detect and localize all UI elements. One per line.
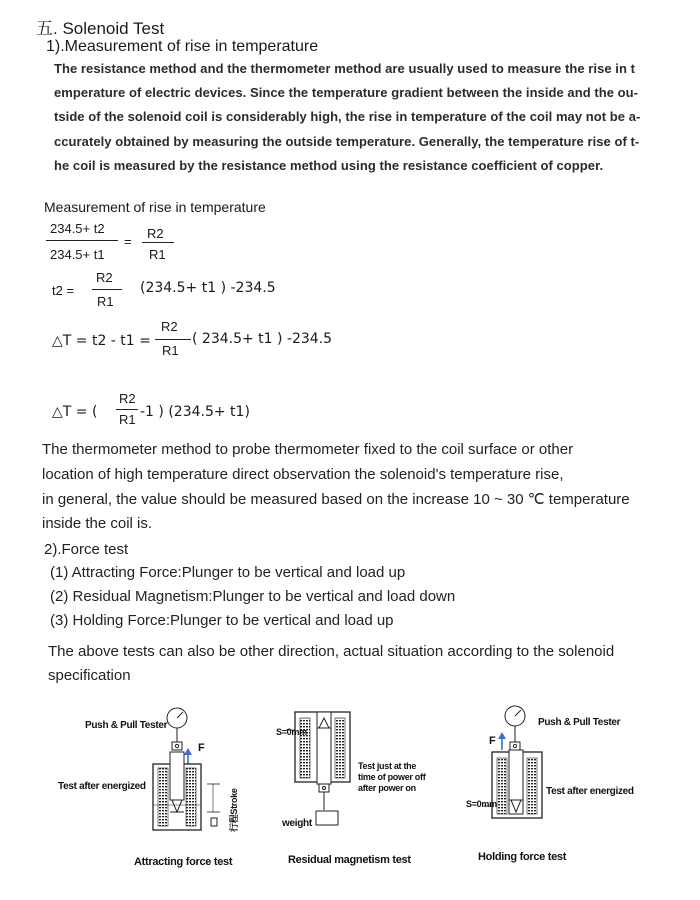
- stroke-zero-label: S=0mm: [276, 727, 307, 737]
- thermo-text-line: location of high temperature direct observation the solenoid's temperature rise,: [42, 466, 564, 483]
- caption-residual-magnetism: Residual magnetism test: [288, 854, 411, 866]
- intro-paragraph-line: emperature of electric devices. Since the temperature gradient between the inside and the ou-: [54, 85, 639, 100]
- force-label: F: [198, 742, 205, 754]
- energized-label: Test after energized: [58, 781, 146, 792]
- formula-numerator: 234.5+ t2: [50, 221, 105, 236]
- formula-lhs: △T = (: [52, 404, 98, 420]
- formula-lhs: t2 =: [52, 283, 75, 298]
- thermo-text-line: The thermometer method to probe thermometer fixed to the coil surface or other: [42, 441, 574, 458]
- formula-numerator: R2: [161, 319, 178, 334]
- thermo-text-line: in general, the value should be measured based on the increase 10 ~ 30 ℃ temperature: [42, 491, 630, 508]
- formula-rest: -1 ) (234.5+ t1): [140, 404, 250, 420]
- power-off-note: Test just at the: [358, 761, 417, 771]
- formula-denominator: R1: [162, 343, 179, 358]
- formula-denominator: R1: [149, 247, 166, 262]
- section-title: 五. Solenoid Test: [36, 19, 165, 38]
- force-label: F: [489, 735, 496, 747]
- formula-rest: (234.5+ t1 ) -234.5: [140, 280, 276, 296]
- tester-label: Push & Pull Tester: [85, 720, 168, 731]
- stroke-label: 行程Stroke: [229, 788, 239, 832]
- formula-numerator: R2: [147, 226, 164, 241]
- stroke-zero-label: S=0mm: [466, 799, 497, 809]
- energized-label: Test after energized: [546, 786, 634, 797]
- formula-lhs: △T = t2 - t1 =: [52, 333, 151, 349]
- caption-holding-force: Holding force test: [478, 851, 567, 863]
- force-test-note: specification: [48, 667, 131, 684]
- intro-paragraph-line: The resistance method and the thermometer method are usually used to measure the rise in t: [54, 61, 635, 76]
- force-test-note: The above tests can also be other direction, actual situation according to the solenoid: [48, 643, 615, 660]
- power-off-note: after power on: [358, 783, 416, 793]
- formula-denominator: R1: [119, 412, 136, 427]
- formula-numerator: R2: [96, 270, 113, 285]
- formula-denominator: R1: [97, 294, 114, 309]
- power-off-note: time of power off: [358, 772, 426, 782]
- formula-equals: =: [124, 234, 132, 249]
- force-test-item: (2) Residual Magnetism:Plunger to be vertical and load down: [50, 588, 456, 605]
- intro-paragraph-line: ccurately obtained by measuring the outside temperature. Generally, the temperature rise of t-: [54, 134, 640, 149]
- force-test-item: (1) Attracting Force:Plunger to be vertical and load up: [50, 564, 406, 581]
- thermo-text-line: inside the coil is.: [42, 515, 153, 532]
- formula-heading: Measurement of rise in temperature: [44, 199, 266, 215]
- formula-rest: ( 234.5+ t1 ) -234.5: [192, 331, 333, 347]
- intro-paragraph-line: he coil is measured by the resistance method using the resistance coefficient of copper.: [54, 158, 604, 173]
- formula-numerator: R2: [119, 391, 136, 406]
- force-test-item: (3) Holding Force:Plunger to be vertical and load up: [50, 612, 394, 629]
- weight-label: weight: [282, 818, 312, 829]
- subsection-title-temperature: 1).Measurement of rise in temperature: [46, 38, 319, 55]
- caption-attracting-force: Attracting force test: [134, 856, 233, 868]
- intro-paragraph-line: tside of the solenoid coil is considerably high, the rise in temperature of the coil may not be a-: [54, 109, 641, 124]
- tester-label: Push & Pull Tester: [538, 717, 621, 728]
- formula-denominator: 234.5+ t1: [50, 247, 105, 262]
- force-test-title: 2).Force test: [44, 541, 129, 558]
